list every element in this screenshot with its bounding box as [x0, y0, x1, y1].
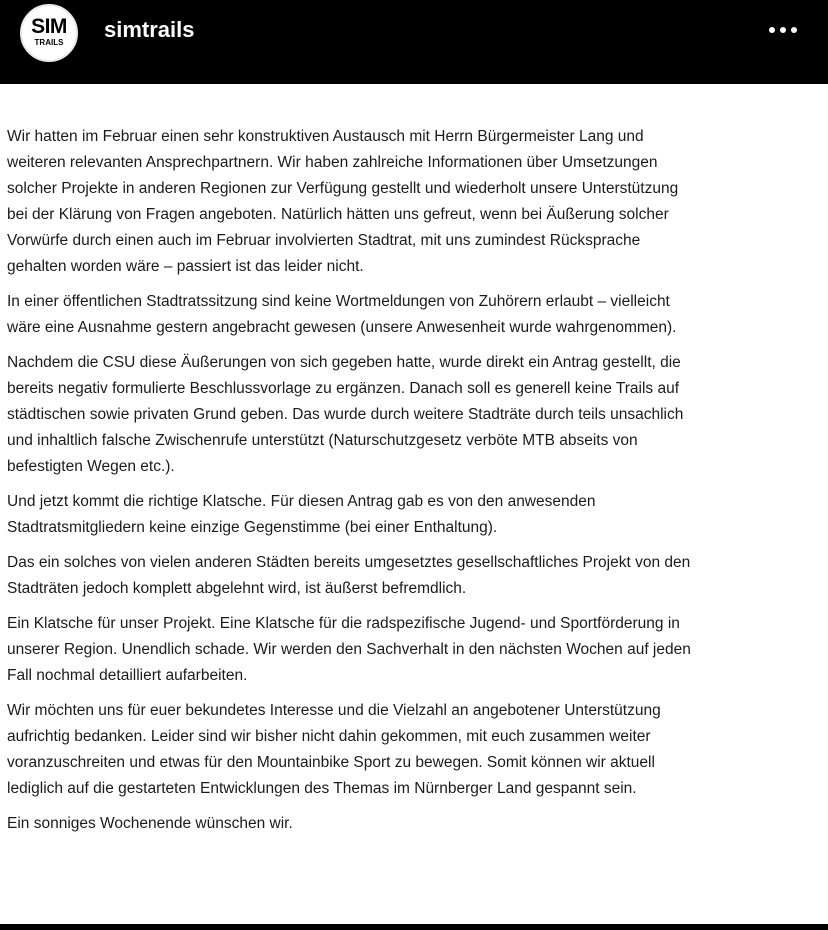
- account-name[interactable]: simtrails: [104, 17, 195, 42]
- paragraph: In einer öffentlichen Stadtratssitzung sind keine Wortmeldungen von Zuhörern erlaubt – vielleicht wäre eine Ausnahme gestern angebracht gewesen (unsere Anwesenheit wurde wahrgenommen).: [7, 293, 677, 336]
- paragraph: Ein sonniges Wochenende wünschen wir.: [7, 815, 293, 832]
- paragraph: Ein Klatsche für unser Projekt. Eine Klatsche für die radspezifische Jugend- und Sportförderung in unserer Region. Unendlich schade. Wir werden den Sachverhalt in den nächsten Wochen auf jeden Fall nochmal detailliert aufarbeiten.: [7, 615, 691, 684]
- bottom-divider: [0, 924, 828, 930]
- more-horizontal-icon: [758, 14, 808, 44]
- paragraph: Wir möchten uns für euer bekundetes Interesse und die Vielzahl an angebotener Unterstützung aufrichtig bedanken. Leider sind wir bisher nicht dahin gekommen, mit euch zusammen weiter voranzuschreiten und etwas für den Mountainbike Sport zu bewegen. Somit können wir aktuell lediglich auf die gestarteten Entwicklungen des Themas im Nürnberger Land gespannt sein.: [7, 702, 661, 797]
- avatar-logo-subtext: TRAILS: [34, 38, 64, 47]
- avatar[interactable]: [20, 4, 78, 62]
- paragraph: Nachdem die CSU diese Äußerungen von sich gegeben hatte, wurde direkt ein Antrag gestellt, die bereits negativ formulierte Beschlussvorlage zu ergänzen. Danach soll es generell keine Trails auf städtischen sowie privaten Grund geben. Das wurde durch weitere Stadträte durch teils unsachlich und inhaltlich falsche Zwischenrufe unterstützt (Naturschutzgesetz verböte MTB abseits von befestigten Wegen etc.).: [7, 354, 684, 475]
- more-options-button[interactable]: [758, 14, 808, 44]
- paragraph: Wir hatten im Februar einen sehr konstruktiven Austausch mit Herrn Bürgermeister Lang und weiteren relevanten Ansprechpartnern. Wir haben zahlreiche Informationen über Umsetzungen solcher Projekte in anderen Regionen zur Verfügung gestellt und wiederholt unsere Unterstützung bei der Klärung von Fragen angeboten. Natürlich hätten uns gefreut, wenn bei Äußerung solcher Vorwürfe durch einen auch im Februar involvierten Stadtrat, mit uns zumindest Rücksprache gehalten worden wäre – passiert ist das leider nicht.: [7, 128, 679, 275]
- avatar-logo-text: SIM: [31, 15, 67, 38]
- post-header: [0, 0, 828, 84]
- paragraph: Das ein solches von vielen anderen Städten bereits umgesetztes gesellschaftliches Projekt von den Stadträten jedoch komplett abgelehnt wird, ist äußerst befremdlich.: [7, 554, 691, 597]
- post-image[interactable]: [0, 84, 828, 924]
- paragraph: Und jetzt kommt die richtige Klatsche. Für diesen Antrag gab es von den anwesenden Stadtratsmitgliedern keine einzige Gegenstimme (bei einer Enthaltung).: [7, 493, 596, 536]
- post-text: [7, 124, 807, 846]
